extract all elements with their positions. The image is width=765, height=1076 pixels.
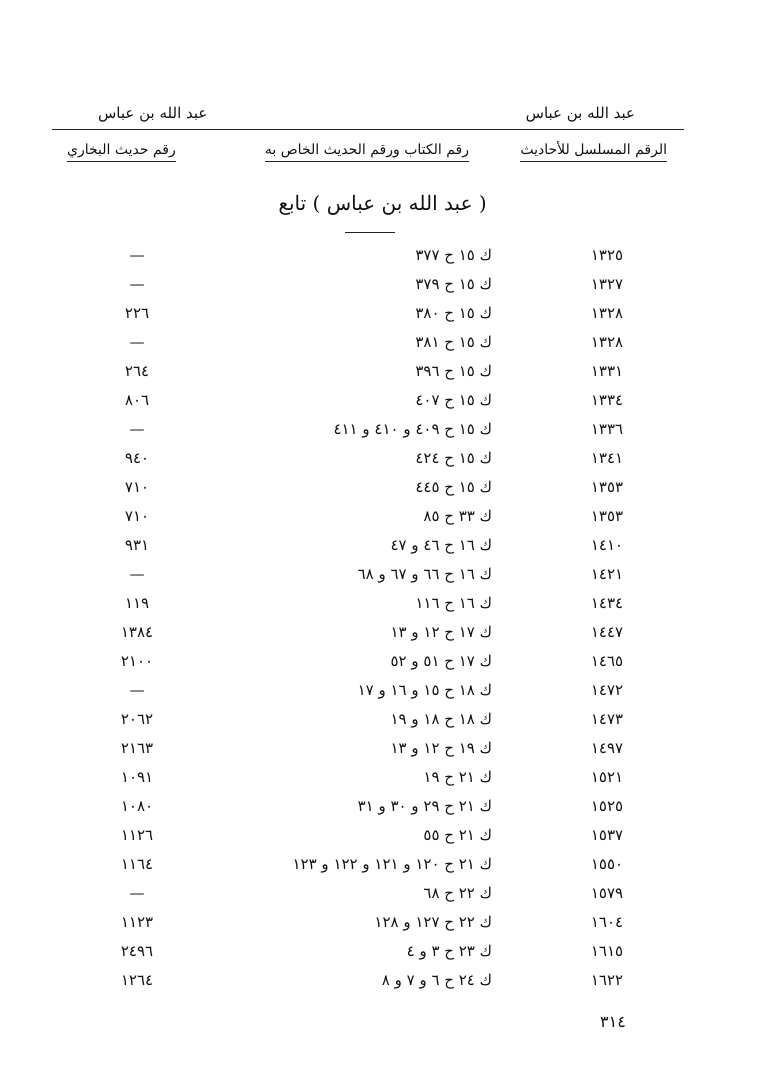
serial-cell: ١٥٣٧ (590, 826, 624, 844)
table-row (0, 300, 765, 329)
table-row (0, 967, 765, 996)
book-hadith-cell: ك ١٥ ح ٣٨١ (415, 333, 492, 351)
table-row (0, 851, 765, 880)
table-row (0, 387, 765, 416)
book-hadith-cell: ك ١٨ ح ١٨ و ١٩ (390, 710, 492, 728)
serial-cell: ١٤٧٢ (590, 681, 624, 699)
table-row (0, 822, 765, 851)
header-rule (52, 129, 684, 130)
book-hadith-cell: ك ١٨ ح ١٥ و ١٦ و ١٧ (357, 681, 492, 699)
table-row (0, 416, 765, 445)
table-row (0, 561, 765, 590)
book-hadith-cell: ك ١٦ ح ٦٦ و ٦٧ و ٦٨ (357, 565, 492, 583)
bukhari-cell: ٢٤٩٦ (120, 942, 154, 960)
serial-cell: ١٣٢٥ (590, 246, 624, 264)
bukhari-cell: — (129, 420, 145, 438)
table-row (0, 619, 765, 648)
serial-cell: ١٤١٠ (590, 536, 624, 554)
serial-cell: ١٣٢٨ (590, 304, 624, 322)
column-header-book-hadith: رقم الكتاب ورقم الحديث الخاص به (265, 142, 469, 162)
serial-cell: ١٤٧٣ (590, 710, 624, 728)
serial-cell: ١٣٥٣ (590, 478, 624, 496)
bukhari-cell: — (129, 565, 145, 583)
table-row (0, 474, 765, 503)
bukhari-cell: ٢٦٤ (124, 362, 150, 380)
column-header-serial: الرقم المسلسل للأحاديث (520, 142, 667, 162)
serial-cell: ١٣٣٤ (590, 391, 624, 409)
table-row (0, 358, 765, 387)
serial-cell: ١٤٢١ (590, 565, 624, 583)
serial-cell: ١٣٢٨ (590, 333, 624, 351)
bukhari-cell: ٧١٠ (124, 507, 150, 525)
serial-cell: ١٦٠٤ (590, 913, 624, 931)
serial-cell: ١٣٣١ (590, 362, 624, 380)
table-row (0, 271, 765, 300)
book-hadith-cell: ك ١٥ ح ٤٠٩ و ٤١٠ و ٤١١ (333, 420, 492, 438)
bukhari-cell: ٢٢٦ (124, 304, 150, 322)
table-row (0, 648, 765, 677)
bukhari-cell: — (129, 333, 145, 351)
bukhari-cell: ٩٤٠ (124, 449, 150, 467)
book-hadith-cell: ك ٢٣ ح ٣ و ٤ (406, 942, 492, 960)
serial-cell: ١٥٢٥ (590, 797, 624, 815)
bukhari-cell: ٢١٦٣ (120, 739, 154, 757)
book-hadith-cell: ك ١٩ ح ١٢ و ١٣ (390, 739, 492, 757)
bukhari-cell: ٩٣١ (124, 536, 150, 554)
table-row (0, 909, 765, 938)
book-hadith-cell: ك ١٧ ح ٥١ و ٥٢ (390, 652, 492, 670)
book-hadith-cell: ك ١٥ ح ٤٤٥ (415, 478, 492, 496)
table-row (0, 242, 765, 271)
serial-cell: ١٦٢٢ (590, 971, 624, 989)
serial-cell: ١٣٣٦ (590, 420, 624, 438)
table-row (0, 706, 765, 735)
book-hadith-cell: ك ٢١ ح ٥٥ (423, 826, 492, 844)
bukhari-cell: — (129, 246, 145, 264)
bukhari-cell: ١١٦٤ (120, 855, 154, 873)
serial-cell: ١٣٤١ (590, 449, 624, 467)
table-row (0, 445, 765, 474)
bukhari-cell: ٨٠٦ (124, 391, 150, 409)
serial-cell: ١٣٥٣ (590, 507, 624, 525)
section-title-rule (345, 232, 395, 233)
table-row (0, 793, 765, 822)
serial-cell: ١٤٣٤ (590, 594, 624, 612)
serial-cell: ١٥٥٠ (590, 855, 624, 873)
bukhari-cell: ١٣٨٤ (120, 623, 154, 641)
running-header-right: عبد الله بن عباس (525, 104, 635, 122)
table-row (0, 880, 765, 909)
book-hadith-cell: ك ٢٢ ح ١٢٧ و ١٢٨ (374, 913, 492, 931)
book-hadith-cell: ك ١٥ ح ٣٩٦ (415, 362, 492, 380)
bukhari-cell: ١٠٨٠ (120, 797, 154, 815)
serial-cell: ١٣٢٧ (590, 275, 624, 293)
serial-cell: ١٥٢١ (590, 768, 624, 786)
serial-cell: ١٤٤٧ (590, 623, 624, 641)
book-hadith-cell: ك ٣٣ ح ٨٥ (423, 507, 492, 525)
page-number: ٣١٤ (600, 1012, 626, 1031)
running-header-left: عبد الله بن عباس (98, 104, 208, 122)
serial-cell: ١٦١٥ (590, 942, 624, 960)
book-hadith-cell: ك ١٥ ح ٣٨٠ (415, 304, 492, 322)
book-hadith-cell: ك ٢١ ح ٢٩ و ٣٠ و ٣١ (357, 797, 492, 815)
serial-cell: ١٤٦٥ (590, 652, 624, 670)
bukhari-cell: ١٠٩١ (120, 768, 154, 786)
book-hadith-cell: ك ١٦ ح ١١٦ (415, 594, 492, 612)
serial-cell: ١٥٧٩ (590, 884, 624, 902)
bukhari-cell: ١١٢٦ (120, 826, 154, 844)
book-hadith-cell: ك ١٦ ح ٤٦ و ٤٧ (390, 536, 492, 554)
book-hadith-cell: ك ٢١ ح ١٩ (423, 768, 492, 786)
bukhari-cell: ١٢٦٤ (120, 971, 154, 989)
bukhari-cell: — (129, 275, 145, 293)
book-hadith-cell: ك ١٥ ح ٤٠٧ (415, 391, 492, 409)
bukhari-cell: ١١٩ (124, 594, 150, 612)
table-row (0, 764, 765, 793)
column-header-bukhari: رقم حديث البخاري (67, 142, 176, 162)
serial-cell: ١٤٩٧ (590, 739, 624, 757)
bukhari-cell: ٢٠٦٢ (120, 710, 154, 728)
section-title (0, 191, 765, 215)
section-title-text: ( عبد الله بن عباس ) تابع (278, 191, 487, 215)
book-hadith-cell: ك ١٥ ح ٤٢٤ (415, 449, 492, 467)
table-row (0, 503, 765, 532)
table-row (0, 590, 765, 619)
book-hadith-cell: ك ٢٢ ح ٦٨ (423, 884, 492, 902)
table-row (0, 677, 765, 706)
book-hadith-cell: ك ١٥ ح ٣٧٧ (415, 246, 492, 264)
hadith-table (0, 242, 765, 996)
table-row (0, 329, 765, 358)
book-hadith-cell: ك ٢٤ ح ٦ و ٧ و ٨ (381, 971, 492, 989)
bukhari-cell: ٧١٠ (124, 478, 150, 496)
bukhari-cell: — (129, 884, 145, 902)
bukhari-cell: — (129, 681, 145, 699)
table-row (0, 938, 765, 967)
bukhari-cell: ١١٢٣ (120, 913, 154, 931)
book-hadith-cell: ك ١٧ ح ١٢ و ١٣ (390, 623, 492, 641)
bukhari-cell: ٢١٠٠ (120, 652, 154, 670)
table-row (0, 532, 765, 561)
book-hadith-cell: ك ١٥ ح ٣٧٩ (415, 275, 492, 293)
book-hadith-cell: ك ٢١ ح ١٢٠ و ١٢١ و ١٢٢ و ١٢٣ (292, 855, 492, 873)
table-row (0, 735, 765, 764)
